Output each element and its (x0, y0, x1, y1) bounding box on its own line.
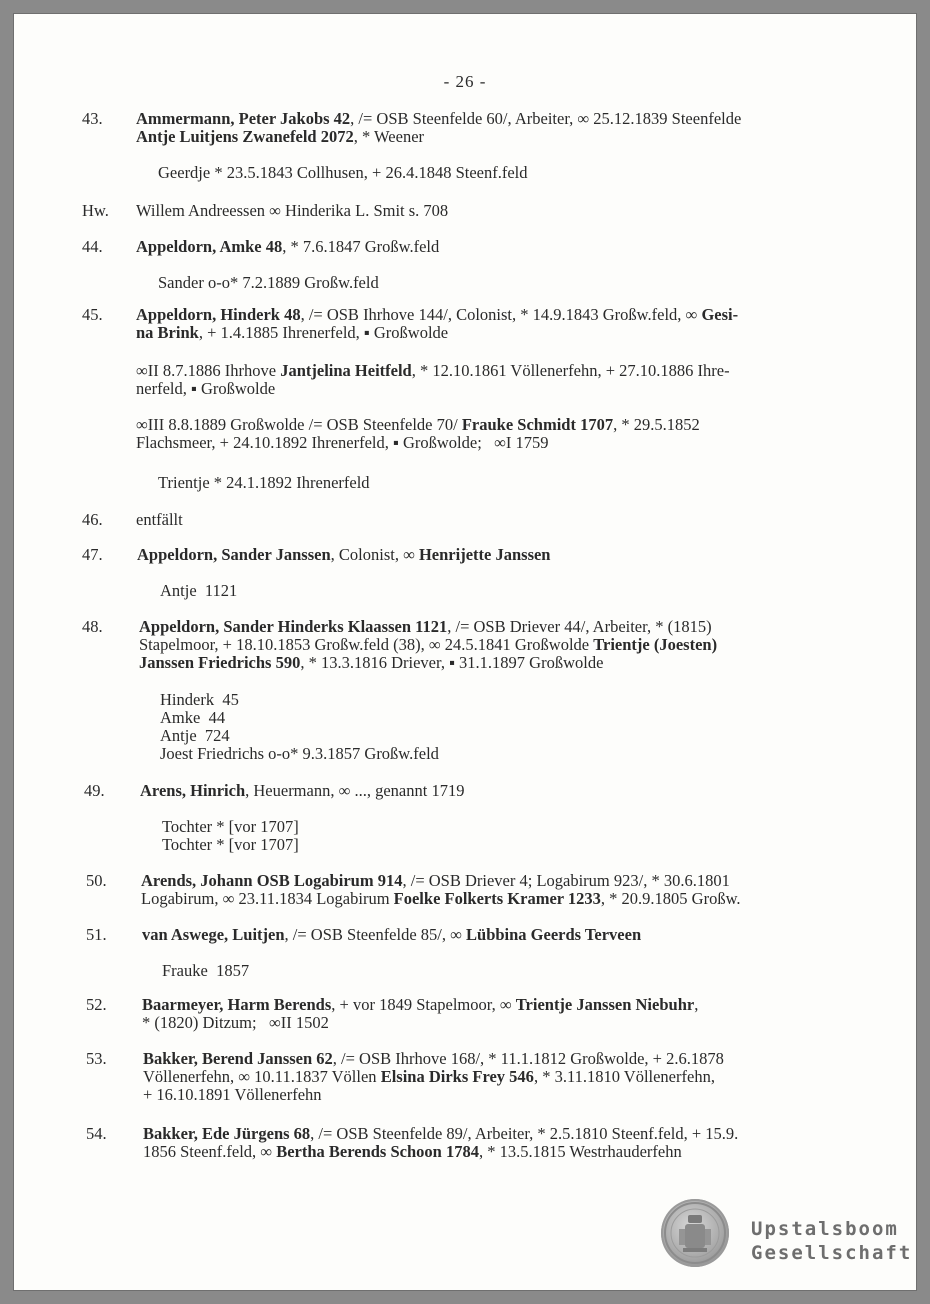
text-segment: , /= OSB Driever 44/, Arbeiter, * (1815) (447, 617, 712, 636)
entry-text (139, 618, 839, 672)
child-entry: Joest Friedrichs o-o* 9.3.1857 Großw.feld (160, 744, 439, 763)
text-segment: , Colonist, ∞ (330, 545, 419, 564)
entry-line (142, 926, 842, 944)
text-segment: , * 29.5.1852 (613, 415, 700, 434)
children-list (158, 164, 528, 182)
text-segment: Flachsmeer, + 24.10.1892 Ihrenerfeld, ▪ Großwolde; ∞I 1759 (136, 433, 549, 452)
entry-number: 52. (86, 995, 107, 1014)
bold-name: Trientje Janssen Niebuhr (515, 995, 695, 1014)
child-entry: Tochter * [vor 1707] (162, 817, 299, 836)
child-entry: Tochter * [vor 1707] (162, 835, 299, 854)
bold-name: Elsina Dirks Frey 546 (380, 1067, 534, 1086)
text-segment: , /= OSB Ihrhove 144/, Colonist, * 14.9.1843 Großw.feld, ∞ (300, 305, 702, 324)
text-segment: , * Weener (353, 127, 425, 146)
bold-name: Appeldorn, Hinderk 48 (136, 305, 301, 324)
entry-line (143, 1068, 843, 1086)
text-segment: ∞II 8.7.1886 Ihrhove (136, 361, 281, 380)
entry-line (141, 890, 841, 908)
text-segment: entfällt (136, 510, 183, 529)
text-segment: ∞III 8.8.1889 Großwolde /= OSB Steenfelde 70/ (136, 415, 462, 434)
entry-line (141, 872, 841, 890)
entry-line (143, 1086, 843, 1104)
entry-line (136, 110, 836, 128)
entry-line (142, 1014, 842, 1032)
entry-text (137, 546, 837, 564)
text-segment: , * 7.6.1847 Großw.feld (282, 237, 440, 256)
entry-text (141, 872, 841, 908)
entry-line (136, 416, 836, 434)
bold-name: na Brink (136, 323, 199, 342)
entry-number: 50. (86, 871, 107, 890)
text-segment: , /= OSB Ihrhove 168/, * 11.1.1812 Großwolde, + 2.6.1878 (332, 1049, 724, 1068)
entry-number: 44. (82, 237, 103, 256)
text-segment: , Heuermann, ∞ ..., genannt 1719 (245, 781, 465, 800)
bold-name: Arens, Hinrich (140, 781, 246, 800)
entry-line (143, 1125, 843, 1143)
text-segment: 1856 Steenf.feld, ∞ (143, 1142, 277, 1161)
text-segment: Völlenerfehn, ∞ 10.11.1837 Völlen (143, 1067, 381, 1086)
bold-name: van Aswege, Luitjen (142, 925, 285, 944)
entry-number: 48. (82, 617, 103, 636)
text-segment: , * 20.9.1805 Großw. (600, 889, 741, 908)
bold-name: Trientje (Joesten) (593, 635, 718, 654)
text-segment: , + vor 1849 Stapelmoor, ∞ (331, 995, 516, 1014)
entry-line (139, 636, 839, 654)
entry-line (139, 618, 839, 636)
text-segment: Logabirum, ∞ 23.11.1834 Logabirum (141, 889, 394, 908)
entry-line (139, 654, 839, 672)
society-seal-logo (661, 1199, 729, 1267)
bold-name: Bakker, Ede Jürgens 68 (143, 1124, 311, 1143)
children-list (158, 274, 379, 292)
child-entry: Geerdje * 23.5.1843 Collhusen, + 26.4.1848 Steenf.feld (158, 163, 528, 182)
bold-name: Arends, Johann OSB Logabirum 914 (141, 871, 403, 890)
entry-number: Hw. (82, 201, 109, 220)
entry-line (136, 306, 836, 324)
bold-name: Baarmeyer, Harm Berends (142, 995, 332, 1014)
entry-text (136, 238, 836, 256)
entry-line (143, 1143, 843, 1161)
child-entry: Hinderk 45 (160, 690, 239, 709)
entry-number: 45. (82, 305, 103, 324)
text-segment: , /= OSB Steenfelde 60/, Arbeiter, ∞ 25.12.1839 Steenfelde (350, 109, 742, 128)
brand-line-1: Upstalsboom (751, 1218, 899, 1240)
bold-name: Bakker, Berend Janssen 62 (143, 1049, 333, 1068)
children-list (162, 818, 299, 854)
text-segment: , * 13.5.1815 Westrhauderfehn (478, 1142, 682, 1161)
bold-name: Lübbina Geerds Terveen (466, 925, 642, 944)
entry-line (136, 128, 836, 146)
text-segment: , /= OSB Steenfelde 89/, Arbeiter, * 2.5.1810 Steenf.feld, + 15.9. (310, 1124, 739, 1143)
entry-line (136, 362, 836, 380)
entry-line (140, 782, 840, 800)
entry-text (143, 1050, 843, 1104)
entry-text (140, 782, 840, 800)
bold-name: Bertha Berends Schoon 1784 (276, 1142, 479, 1161)
entry-line (136, 380, 836, 398)
text-segment: , + 1.4.1885 Ihrenerfeld, ▪ Großwolde (198, 323, 449, 342)
entry-line (136, 511, 836, 529)
bold-name: Foelke Folkerts Kramer 1233 (393, 889, 601, 908)
page-number: - 26 - (443, 72, 487, 91)
entry-text (136, 511, 836, 529)
entry-text (136, 202, 836, 220)
entry-line (136, 202, 836, 220)
text-segment: , * 12.10.1861 Völlenerfehn, + 27.10.1886 Ihre- (411, 361, 730, 380)
entry-line (136, 434, 836, 452)
bold-name: Appeldorn, Amke 48 (136, 237, 283, 256)
entry-text (136, 306, 836, 342)
entry-number: 47. (82, 545, 103, 564)
bold-name: Appeldorn, Sander Janssen (137, 545, 331, 564)
child-entry: Amke 44 (160, 708, 226, 727)
text-segment: Stapelmoor, + 18.10.1853 Großw.feld (38), ∞ 24.5.1841 Großwolde (139, 635, 594, 654)
entry-number: 43. (82, 109, 103, 128)
child-entry: Sander o-o* 7.2.1889 Großw.feld (158, 273, 379, 292)
society-name (751, 1217, 912, 1265)
entry-line (136, 238, 836, 256)
child-entry: Frauke 1857 (162, 961, 250, 980)
bold-name: Jantjelina Heitfeld (280, 361, 412, 380)
text-segment: , /= OSB Steenfelde 85/, ∞ (284, 925, 467, 944)
child-entry: Antje 1121 (160, 581, 238, 600)
text-segment: * (1820) Ditzum; ∞II 1502 (142, 1013, 329, 1032)
entry-text (143, 1125, 843, 1161)
text-segment: Willem Andreessen ∞ Hinderika L. Smit s. 708 (136, 201, 449, 220)
children-list (162, 962, 249, 980)
entry-number: 53. (86, 1049, 107, 1068)
entry-line (142, 996, 842, 1014)
text-segment: + 16.10.1891 Völlenerfehn (143, 1085, 322, 1104)
bold-name: Frauke Schmidt 1707 (461, 415, 614, 434)
entry-number: 49. (84, 781, 105, 800)
entry-number: 46. (82, 510, 103, 529)
entry-text (142, 926, 842, 944)
bold-name: Ammermann, Peter Jakobs 42 (136, 109, 351, 128)
bold-name: Appeldorn, Sander Hinderks Klaassen 1121 (139, 617, 448, 636)
entry-line (143, 1050, 843, 1068)
entry-number: 54. (86, 1124, 107, 1143)
entry-text (142, 996, 842, 1032)
text-segment: , /= OSB Driever 4; Logabirum 923/, * 30.6.1801 (402, 871, 730, 890)
bold-name: Henrijette Janssen (418, 545, 551, 564)
children-list (160, 691, 439, 763)
child-entry: Trientje * 24.1.1892 Ihrenerfeld (158, 473, 370, 492)
children-list (158, 474, 370, 492)
children-list (160, 582, 237, 600)
entry-text (136, 362, 836, 398)
text-segment: , * 13.3.1816 Driever, ▪ 31.1.1897 Großwolde (300, 653, 604, 672)
entry-line (137, 546, 837, 564)
bold-name: Janssen Friedrichs 590 (139, 653, 301, 672)
bold-name: Antje Luitjens Zwanefeld 2072 (136, 127, 354, 146)
text-segment: , * 3.11.1810 Völlenerfehn, (533, 1067, 715, 1086)
entry-text (136, 416, 836, 452)
text-segment: , (694, 995, 699, 1014)
brand-line-2: Gesellschaft (751, 1242, 913, 1264)
entry-text (136, 110, 836, 146)
entry-line (136, 324, 836, 342)
bold-name: Gesi- (701, 305, 739, 324)
entry-number: 51. (86, 925, 107, 944)
text-segment: nerfeld, ▪ Großwolde (136, 379, 276, 398)
child-entry: Antje 724 (160, 726, 230, 745)
